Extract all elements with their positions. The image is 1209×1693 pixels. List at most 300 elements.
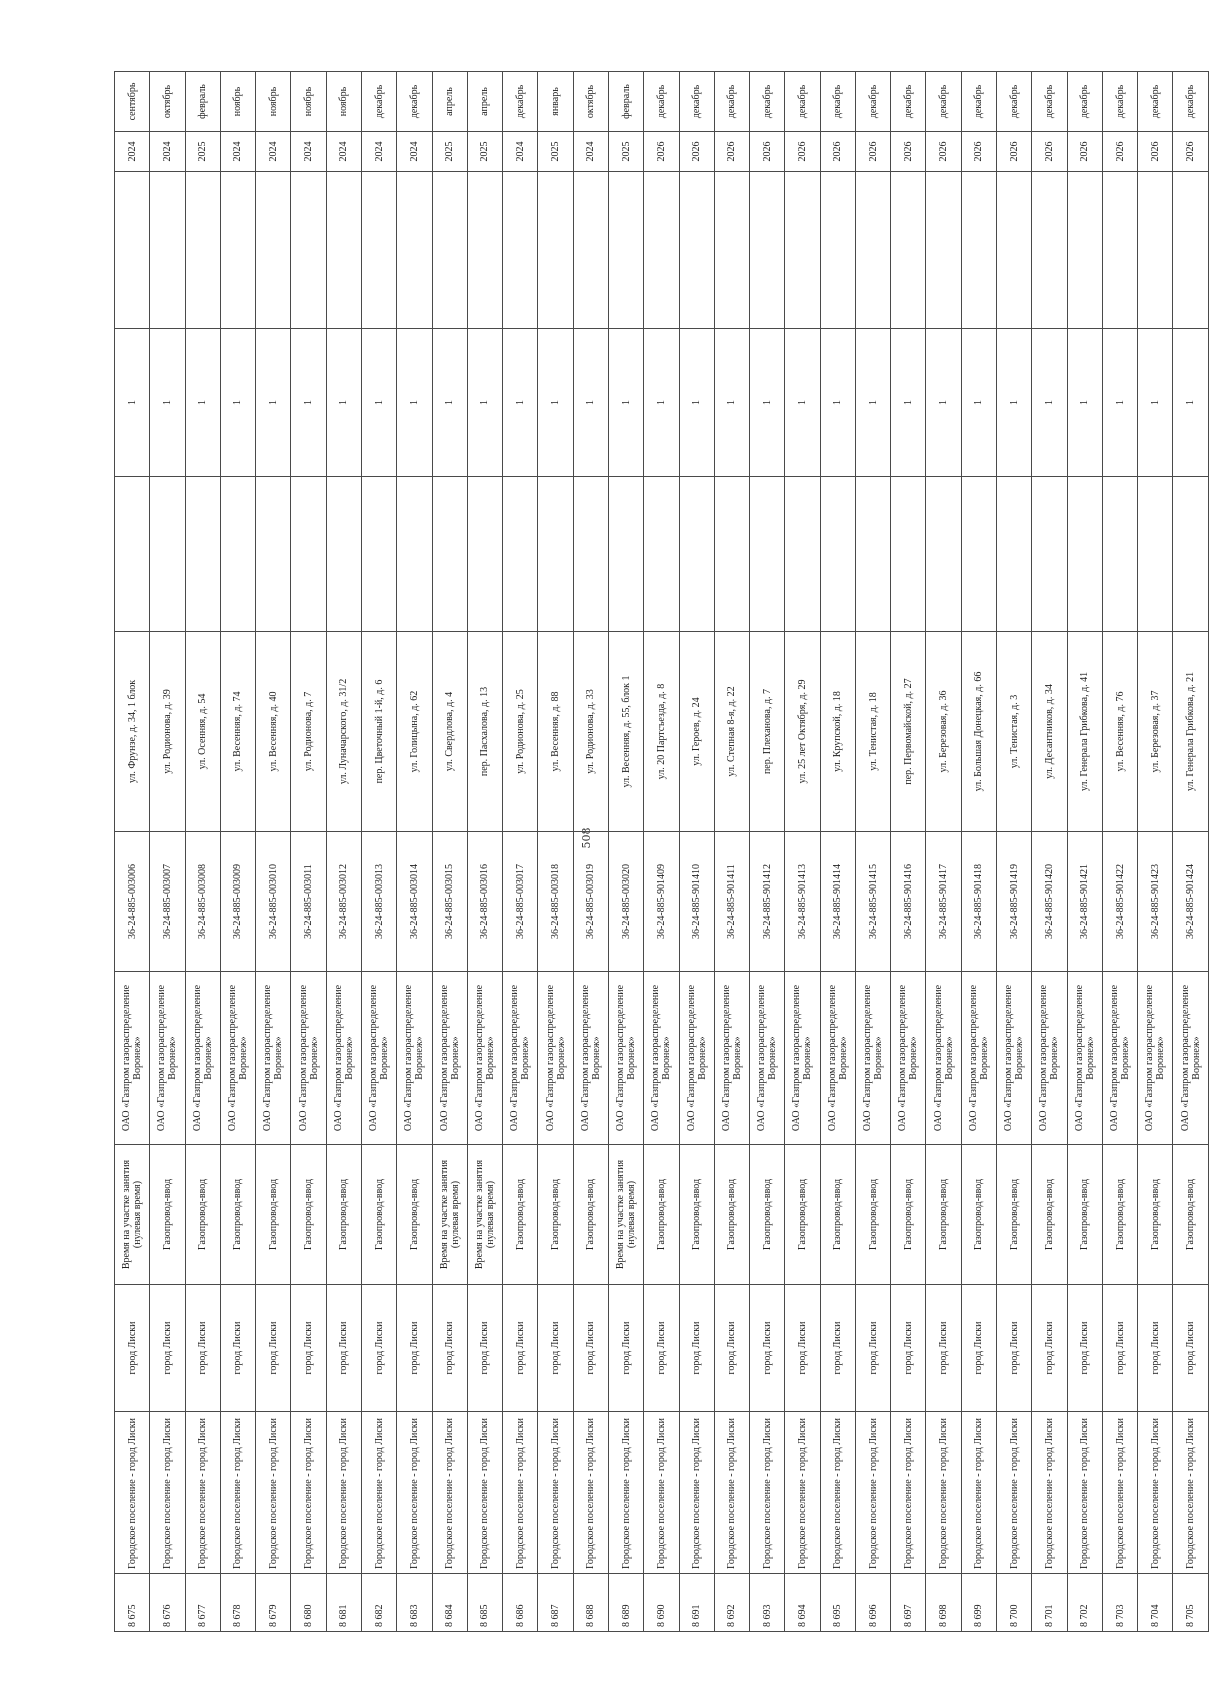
extra-cell [714, 477, 749, 632]
row-number: 8 703 [1102, 1574, 1137, 1632]
object-type-cell: Газопровод-ввод [1102, 1145, 1137, 1285]
settlement-cell: Городское поселение - город Лиски [997, 1412, 1032, 1574]
row-number: 8 689 [608, 1574, 643, 1632]
quantity-cell: 1 [1138, 329, 1173, 477]
settlement-cell: Городское поселение - город Лиски [361, 1412, 396, 1574]
address-cell: ул. Большая Донецкая, д. 66 [961, 632, 996, 832]
month-cell: декабрь [855, 72, 890, 132]
month-cell: декабрь [820, 72, 855, 132]
object-type-cell: Газопровод-ввод [150, 1145, 185, 1285]
organization-cell: ОАО «Газпром газораспределение Воронеж» [326, 972, 361, 1145]
object-code-cell: 36-24-885-003012 [326, 832, 361, 972]
address-cell: ул. Тенистая, д. 18 [855, 632, 890, 832]
address-cell: ул. Весенняя, д. 88 [538, 632, 573, 832]
year-cell: 2026 [785, 132, 820, 172]
month-cell: декабрь [750, 72, 785, 132]
row-number: 8 681 [326, 1574, 361, 1632]
locality-cell: город Лиски [538, 1285, 573, 1412]
year-cell: 2024 [115, 132, 150, 172]
locality-cell: город Лиски [891, 1285, 926, 1412]
object-type-cell: Газопровод-ввод [185, 1145, 220, 1285]
quantity-cell: 1 [820, 329, 855, 477]
organization-cell: ОАО «Газпром газораспределение Воронеж» [432, 972, 467, 1145]
year-cell: 2025 [467, 132, 502, 172]
organization-cell: ОАО «Газпром газораспределение Воронеж» [150, 972, 185, 1145]
settlement-cell: Городское поселение - город Лиски [1102, 1412, 1137, 1574]
row-number: 8 699 [961, 1574, 996, 1632]
table-row [503, 72, 538, 1632]
settlement-cell: Городское поселение - город Лиски [573, 1412, 608, 1574]
month-cell: декабрь [1032, 72, 1067, 132]
row-number: 8 705 [1173, 1574, 1209, 1632]
organization-cell: ОАО «Газпром газораспределение Воронеж» [1067, 972, 1102, 1145]
object-code-cell: 36-24-885-901416 [891, 832, 926, 972]
month-cell: декабрь [1138, 72, 1173, 132]
year-cell: 2026 [855, 132, 890, 172]
month-cell: сентябрь [115, 72, 150, 132]
quantity-cell: 1 [150, 329, 185, 477]
extra-cell [361, 477, 396, 632]
object-code-cell: 36-24-885-901420 [1032, 832, 1067, 972]
month-cell: февраль [608, 72, 643, 132]
address-cell: пер. Первомайской, д. 27 [891, 632, 926, 832]
address-cell: ул. Голицына, д. 62 [397, 632, 432, 832]
note-cell [820, 172, 855, 329]
extra-cell [397, 477, 432, 632]
settlement-cell: Городское поселение - город Лиски [644, 1412, 679, 1574]
locality-cell: город Лиски [256, 1285, 291, 1412]
locality-cell: город Лиски [397, 1285, 432, 1412]
settlement-cell: Городское поселение - город Лиски [538, 1412, 573, 1574]
quantity-cell: 1 [220, 329, 255, 477]
table-row [115, 72, 150, 1632]
quantity-cell: 1 [326, 329, 361, 477]
note-cell [961, 172, 996, 329]
note-cell [997, 172, 1032, 329]
address-cell: ул. Весенняя, д. 40 [256, 632, 291, 832]
month-cell: декабрь [679, 72, 714, 132]
object-code-cell: 36-24-885-003007 [150, 832, 185, 972]
row-number: 8 679 [256, 1574, 291, 1632]
year-cell: 2026 [644, 132, 679, 172]
organization-cell: ОАО «Газпром газораспределение Воронеж» [1102, 972, 1137, 1145]
extra-cell [538, 477, 573, 632]
quantity-cell: 1 [855, 329, 890, 477]
locality-cell: город Лиски [467, 1285, 502, 1412]
object-code-cell: 36-24-885-003010 [256, 832, 291, 972]
object-code-cell: 36-24-885-003017 [503, 832, 538, 972]
object-type-cell: Газопровод-ввод [538, 1145, 573, 1285]
row-number: 8 680 [291, 1574, 326, 1632]
row-number: 8 693 [750, 1574, 785, 1632]
locality-cell: город Лиски [820, 1285, 855, 1412]
object-code-cell: 36-24-885-901411 [714, 832, 749, 972]
note-cell [1032, 172, 1067, 329]
organization-cell: ОАО «Газпром газораспределение Воронеж» [926, 972, 961, 1145]
extra-cell [467, 477, 502, 632]
table-row [1067, 72, 1102, 1632]
address-cell: ул. Свердлова, д. 4 [432, 632, 467, 832]
address-cell: ул. Тенистая, д. 3 [997, 632, 1032, 832]
extra-cell [750, 477, 785, 632]
address-cell: ул. Генерала Грибкова, д. 41 [1067, 632, 1102, 832]
settlement-cell: Городское поселение - город Лиски [326, 1412, 361, 1574]
locality-cell: город Лиски [150, 1285, 185, 1412]
quantity-cell: 1 [926, 329, 961, 477]
page-number: 508 [580, 827, 593, 849]
object-code-cell: 36-24-885-901424 [1173, 832, 1209, 972]
extra-cell [503, 477, 538, 632]
note-cell [926, 172, 961, 329]
locality-cell: город Лиски [115, 1285, 150, 1412]
object-type-cell: Газопровод-ввод [961, 1145, 996, 1285]
organization-cell: ОАО «Газпром газораспределение Воронеж» [1032, 972, 1067, 1145]
gas-network-table-rotated [114, 72, 1209, 1632]
locality-cell: город Лиски [503, 1285, 538, 1412]
address-cell: пер. Цветочный 1-й, д. 6 [361, 632, 396, 832]
row-number: 8 691 [679, 1574, 714, 1632]
settlement-cell: Городское поселение - город Лиски [467, 1412, 502, 1574]
note-cell [397, 172, 432, 329]
extra-cell [150, 477, 185, 632]
organization-cell: ОАО «Газпром газораспределение Воронеж» [185, 972, 220, 1145]
table-row [150, 72, 185, 1632]
object-code-cell: 36-24-885-901415 [855, 832, 890, 972]
object-type-cell: Газопровод-ввод [220, 1145, 255, 1285]
object-code-cell: 36-24-885-901421 [1067, 832, 1102, 972]
address-cell: ул. Генерала Грибкова, д. 21 [1173, 632, 1209, 832]
extra-cell [1173, 477, 1209, 632]
address-cell: пер. Плеханова, д. 7 [750, 632, 785, 832]
note-cell [1173, 172, 1209, 329]
organization-cell: ОАО «Газпром газораспределение Воронеж» [115, 972, 150, 1145]
row-number: 8 701 [1032, 1574, 1067, 1632]
year-cell: 2025 [608, 132, 643, 172]
quantity-cell: 1 [361, 329, 396, 477]
address-cell: ул. Героев, д. 24 [679, 632, 714, 832]
note-cell [785, 172, 820, 329]
year-cell: 2024 [150, 132, 185, 172]
locality-cell: город Лиски [291, 1285, 326, 1412]
row-number: 8 686 [503, 1574, 538, 1632]
organization-cell: ОАО «Газпром газораспределение Воронеж» [750, 972, 785, 1145]
address-cell: ул. Десантников, д. 34 [1032, 632, 1067, 832]
month-cell: ноябрь [326, 72, 361, 132]
locality-cell: город Лиски [361, 1285, 396, 1412]
address-cell: ул. Березовая, д. 36 [926, 632, 961, 832]
settlement-cell: Городское поселение - город Лиски [503, 1412, 538, 1574]
row-number: 8 696 [855, 1574, 890, 1632]
object-type-cell: Газопровод-ввод [1173, 1145, 1209, 1285]
object-code-cell: 36-24-885-003019 [573, 832, 608, 972]
locality-cell: город Лиски [1102, 1285, 1137, 1412]
object-type-cell: Газопровод-ввод [1067, 1145, 1102, 1285]
organization-cell: ОАО «Газпром газораспределение Воронеж» [608, 972, 643, 1145]
quantity-cell: 1 [432, 329, 467, 477]
settlement-cell: Городское поселение - город Лиски [185, 1412, 220, 1574]
month-cell: декабрь [361, 72, 396, 132]
settlement-cell: Городское поселение - город Лиски [397, 1412, 432, 1574]
extra-cell [256, 477, 291, 632]
row-number: 8 682 [361, 1574, 396, 1632]
year-cell: 2024 [361, 132, 396, 172]
settlement-cell: Городское поселение - город Лиски [256, 1412, 291, 1574]
month-cell: декабрь [644, 72, 679, 132]
settlement-cell: Городское поселение - город Лиски [1067, 1412, 1102, 1574]
settlement-cell: Городское поселение - город Лиски [714, 1412, 749, 1574]
month-cell: октябрь [150, 72, 185, 132]
object-type-cell: Газопровод-ввод [644, 1145, 679, 1285]
row-number: 8 684 [432, 1574, 467, 1632]
month-cell: декабрь [961, 72, 996, 132]
settlement-cell: Городское поселение - город Лиски [1138, 1412, 1173, 1574]
year-cell: 2026 [1032, 132, 1067, 172]
object-type-cell: Газопровод-ввод [855, 1145, 890, 1285]
settlement-cell: Городское поселение - город Лиски [608, 1412, 643, 1574]
organization-cell: ОАО «Газпром газораспределение Воронеж» [891, 972, 926, 1145]
organization-cell: ОАО «Газпром газораспределение Воронеж» [503, 972, 538, 1145]
month-cell: декабрь [926, 72, 961, 132]
month-cell: ноябрь [256, 72, 291, 132]
table-row [785, 72, 820, 1632]
extra-cell [326, 477, 361, 632]
month-cell: ноябрь [291, 72, 326, 132]
quantity-cell: 1 [573, 329, 608, 477]
extra-cell [644, 477, 679, 632]
note-cell [220, 172, 255, 329]
table-row [538, 72, 573, 1632]
object-type-cell: Газопровод-ввод [679, 1145, 714, 1285]
row-number: 8 690 [644, 1574, 679, 1632]
month-cell: октябрь [573, 72, 608, 132]
organization-cell: ОАО «Газпром газораспределение Воронеж» [820, 972, 855, 1145]
address-cell: ул. 25 лет Октября, д. 29 [785, 632, 820, 832]
locality-cell: город Лиски [432, 1285, 467, 1412]
year-cell: 2026 [679, 132, 714, 172]
locality-cell: город Лиски [185, 1285, 220, 1412]
month-cell: декабрь [891, 72, 926, 132]
row-number: 8 692 [714, 1574, 749, 1632]
row-number: 8 687 [538, 1574, 573, 1632]
settlement-cell: Городское поселение - город Лиски [291, 1412, 326, 1574]
address-cell: ул. Степная 8-я, д. 22 [714, 632, 749, 832]
locality-cell: город Лиски [573, 1285, 608, 1412]
organization-cell: ОАО «Газпром газораспределение Воронеж» [714, 972, 749, 1145]
quantity-cell: 1 [115, 329, 150, 477]
table-row [1173, 72, 1209, 1632]
note-cell [291, 172, 326, 329]
object-code-cell: 36-24-885-901412 [750, 832, 785, 972]
organization-cell: ОАО «Газпром газораспределение Воронеж» [467, 972, 502, 1145]
address-cell: ул. Осенняя, д. 54 [185, 632, 220, 832]
locality-cell: город Лиски [961, 1285, 996, 1412]
object-type-cell: Газопровод-ввод [926, 1145, 961, 1285]
year-cell: 2026 [750, 132, 785, 172]
table-body [115, 72, 1209, 1632]
extra-cell [432, 477, 467, 632]
quantity-cell: 1 [1102, 329, 1137, 477]
year-cell: 2024 [326, 132, 361, 172]
row-number: 8 704 [1138, 1574, 1173, 1632]
table-row [573, 72, 608, 1632]
extra-cell [1102, 477, 1137, 632]
table-row [1032, 72, 1067, 1632]
object-code-cell: 36-24-885-901422 [1102, 832, 1137, 972]
object-type-cell: Газопровод-ввод [1138, 1145, 1173, 1285]
table-row [326, 72, 361, 1632]
object-code-cell: 36-24-885-901410 [679, 832, 714, 972]
row-number: 8 688 [573, 1574, 608, 1632]
quantity-cell: 1 [750, 329, 785, 477]
year-cell: 2026 [961, 132, 996, 172]
row-number: 8 697 [891, 1574, 926, 1632]
note-cell [573, 172, 608, 329]
year-cell: 2024 [397, 132, 432, 172]
table-row [961, 72, 996, 1632]
extra-cell [785, 477, 820, 632]
address-cell: ул. Родионова, д. 33 [573, 632, 608, 832]
settlement-cell: Городское поселение - город Лиски [115, 1412, 150, 1574]
extra-cell [291, 477, 326, 632]
table-row [820, 72, 855, 1632]
note-cell [185, 172, 220, 329]
locality-cell: город Лиски [750, 1285, 785, 1412]
settlement-cell: Городское поселение - город Лиски [785, 1412, 820, 1574]
quantity-cell: 1 [397, 329, 432, 477]
quantity-cell: 1 [467, 329, 502, 477]
note-cell [750, 172, 785, 329]
row-number: 8 702 [1067, 1574, 1102, 1632]
object-type-cell: Газопровод-ввод [750, 1145, 785, 1285]
row-number: 8 678 [220, 1574, 255, 1632]
year-cell: 2025 [538, 132, 573, 172]
row-number: 8 676 [150, 1574, 185, 1632]
extra-cell [855, 477, 890, 632]
organization-cell: ОАО «Газпром газораспределение Воронеж» [220, 972, 255, 1145]
organization-cell: ОАО «Газпром газораспределение Воронеж» [997, 972, 1032, 1145]
locality-cell: город Лиски [714, 1285, 749, 1412]
year-cell: 2026 [1102, 132, 1137, 172]
locality-cell: город Лиски [326, 1285, 361, 1412]
settlement-cell: Городское поселение - город Лиски [820, 1412, 855, 1574]
year-cell: 2026 [1173, 132, 1209, 172]
address-cell: ул. Березовая, д. 37 [1138, 632, 1173, 832]
extra-cell [573, 477, 608, 632]
organization-cell: ОАО «Газпром газораспределение Воронеж» [961, 972, 996, 1145]
address-cell: ул. Родионова, д. 25 [503, 632, 538, 832]
table-row [750, 72, 785, 1632]
quantity-cell: 1 [997, 329, 1032, 477]
row-number: 8 695 [820, 1574, 855, 1632]
object-type-cell: Газопровод-ввод [291, 1145, 326, 1285]
year-cell: 2026 [926, 132, 961, 172]
object-code-cell: 36-24-885-901418 [961, 832, 996, 972]
quantity-cell: 1 [891, 329, 926, 477]
extra-cell [679, 477, 714, 632]
note-cell [326, 172, 361, 329]
note-cell [1102, 172, 1137, 329]
organization-cell: ОАО «Газпром газораспределение Воронеж» [573, 972, 608, 1145]
quantity-cell: 1 [961, 329, 996, 477]
object-code-cell: 36-24-885-003006 [115, 832, 150, 972]
month-cell: декабрь [714, 72, 749, 132]
object-type-cell: Газопровод-ввод [997, 1145, 1032, 1285]
quantity-cell: 1 [185, 329, 220, 477]
row-number: 8 683 [397, 1574, 432, 1632]
object-code-cell: 36-24-885-003013 [361, 832, 396, 972]
month-cell: декабрь [785, 72, 820, 132]
object-code-cell: 36-24-885-003016 [467, 832, 502, 972]
quantity-cell: 1 [785, 329, 820, 477]
quantity-cell: 1 [1067, 329, 1102, 477]
extra-cell [891, 477, 926, 632]
year-cell: 2026 [997, 132, 1032, 172]
locality-cell: город Лиски [608, 1285, 643, 1412]
note-cell [503, 172, 538, 329]
month-cell: декабрь [503, 72, 538, 132]
object-code-cell: 36-24-885-003009 [220, 832, 255, 972]
table-row [291, 72, 326, 1632]
object-type-cell: Газопровод-ввод [326, 1145, 361, 1285]
settlement-cell: Городское поселение - город Лиски [891, 1412, 926, 1574]
organization-cell: ОАО «Газпром газораспределение Воронеж» [644, 972, 679, 1145]
month-cell: декабрь [1102, 72, 1137, 132]
object-code-cell: 36-24-885-901414 [820, 832, 855, 972]
object-type-cell: Газопровод-ввод [397, 1145, 432, 1285]
year-cell: 2024 [573, 132, 608, 172]
quantity-cell: 1 [1173, 329, 1209, 477]
object-code-cell: 36-24-885-003020 [608, 832, 643, 972]
object-type-cell: Газопровод-ввод [503, 1145, 538, 1285]
note-cell [644, 172, 679, 329]
settlement-cell: Городское поселение - город Лиски [432, 1412, 467, 1574]
year-cell: 2024 [503, 132, 538, 172]
table-row [432, 72, 467, 1632]
note-cell [608, 172, 643, 329]
address-cell: ул. Крупской, д. 18 [820, 632, 855, 832]
month-cell: ноябрь [220, 72, 255, 132]
settlement-cell: Городское поселение - город Лиски [750, 1412, 785, 1574]
settlement-cell: Городское поселение - город Лиски [961, 1412, 996, 1574]
extra-cell [185, 477, 220, 632]
note-cell [538, 172, 573, 329]
row-number: 8 675 [115, 1574, 150, 1632]
object-code-cell: 36-24-885-003011 [291, 832, 326, 972]
object-type-cell: Газопровод-ввод [714, 1145, 749, 1285]
settlement-cell: Городское поселение - город Лиски [220, 1412, 255, 1574]
extra-cell [997, 477, 1032, 632]
address-cell: ул. Родионова, д. 7 [291, 632, 326, 832]
object-code-cell: 36-24-885-901417 [926, 832, 961, 972]
organization-cell: ОАО «Газпром газораспределение Воронеж» [291, 972, 326, 1145]
month-cell: февраль [185, 72, 220, 132]
address-cell: ул. Фрунзе, д. 34, 1 блок [115, 632, 150, 832]
organization-cell: ОАО «Газпром газораспределение Воронеж» [785, 972, 820, 1145]
note-cell [467, 172, 502, 329]
object-code-cell: 36-24-885-901409 [644, 832, 679, 972]
extra-cell [115, 477, 150, 632]
note-cell [714, 172, 749, 329]
locality-cell: город Лиски [855, 1285, 890, 1412]
quantity-cell: 1 [679, 329, 714, 477]
object-type-cell: Газопровод-ввод [256, 1145, 291, 1285]
extra-cell [220, 477, 255, 632]
organization-cell: ОАО «Газпром газораспределение Воронеж» [361, 972, 396, 1145]
organization-cell: ОАО «Газпром газораспределение Воронеж» [1173, 972, 1209, 1145]
table-row [997, 72, 1032, 1632]
note-cell [256, 172, 291, 329]
object-code-cell: 36-24-885-901413 [785, 832, 820, 972]
